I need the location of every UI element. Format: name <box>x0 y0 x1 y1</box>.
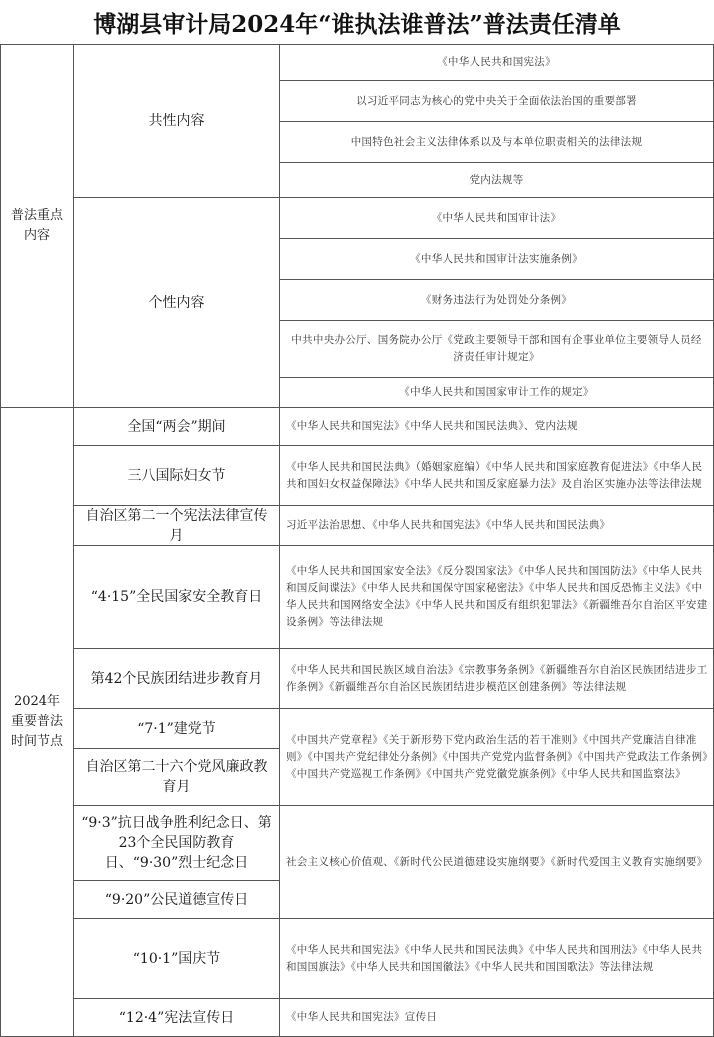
document-title: 博湖县审计局2024年“谁执法谁普法”普法责任清单 <box>93 10 621 38</box>
section-label-time-nodes: 2024年重要普法时间节点 <box>10 694 63 749</box>
time-node-content: 《中华人民共和国国家安全法》《反分裂国家法》《中华人民共和国国防法》《中华人民共和国反间谍法》《中华人民共和国保守国家秘密法》《中华人民共和国反恐怖主义法》《中华人民共和国网络安全法》《中华人民共和国反有组织犯罪法》《新疆维吾尔自治区平安建设条例》等法律法规 <box>286 565 708 628</box>
time-node-content: 《中华人民共和国宪法》宣传日 <box>286 1011 438 1023</box>
time-node-content: 《中华人民共和国宪法》《中华人民共和国民法典》、党内法规 <box>286 420 578 432</box>
category-common-label: 共性内容 <box>148 113 205 129</box>
time-node-content: 《中华人民共和国民法典》（婚姻家庭编）《中华人民共和国家庭教育促进法》《中华人民共和国妇女权益保障法》《中华人民共和国反家庭暴力法》及自治区实施办法等法律法规 <box>286 460 703 490</box>
common-item: 中国特色社会主义法律体系以及与本单位职责相关的法律法规 <box>350 135 643 148</box>
time-node-content: 社会主义核心价值观、《新时代公民道德建设实施纲要》《新时代爱国主义教育实施纲要》 <box>286 855 708 868</box>
specific-item: 《中华人民共和国审计法实施条例》 <box>410 252 583 265</box>
time-node-label: “4·15”全民国家安全教育日 <box>90 589 263 605</box>
time-node-label: 三八国际妇女节 <box>127 467 226 484</box>
specific-item: 中共中央办公厅、国务院办公厅《党政主要领导干部和国有企事业单位主要领导人员经济责任审计规定》 <box>291 334 702 363</box>
common-item: 《中华人民共和国宪法》 <box>437 56 556 68</box>
specific-item: 《中华人民共和国审计法》 <box>431 211 562 224</box>
time-node-label: “9·20”公民道德宣传日 <box>104 891 249 908</box>
time-node-label: 全国“两会”期间 <box>127 418 226 435</box>
time-node-label: 第42个民族团结进步教育月 <box>90 670 263 687</box>
time-node-content: 《中华人民共和国宪法》《中华人民共和国民法典》《中华人民共和国刑法》《中华人民共和国国旗法》《中华人民共和国国徽法》《中华人民共和国国歌法》等法律法规 <box>286 943 703 973</box>
time-node-content: 《中华人民共和国民族区域自治法》《宗教事务条例》《新疆维吾尔自治区民族团结进步工作条例》《新疆维吾尔自治区民族团结进步模范区创建条例》等法律法规 <box>286 663 708 693</box>
time-node-content: 《中国共产党章程》《关于新形势下党内政治生活的若干准则》《中国共产党廉洁自律准则》《中国共产党纪律处分条例》《中国共产党党内监督条例》《中国共产党政法工作条例》《中国共产党巡视工作条例》《中国共产党党徽党旗条例》《中华人民共和国监察法》 <box>286 733 708 780</box>
time-node-label: 自治区第二十六个党风廉政教育月 <box>85 759 268 795</box>
common-item: 以习近平同志为核心的党中央关于全面依法治国的重要部署 <box>356 94 637 107</box>
time-node-content: 习近平法治思想、《中华人民共和国宪法》《中华人民共和国民法典》 <box>286 519 611 531</box>
time-node-label: “12·4”宪法宣传日 <box>118 1009 235 1026</box>
section-label-content: 普法重点内容 <box>10 208 63 243</box>
time-node-label: 自治区第二一个宪法法律宣传月 <box>85 507 268 544</box>
time-node-label: “10·1”国庆节 <box>132 950 221 967</box>
time-node-label: “7·1”建党节 <box>137 720 216 737</box>
specific-item: 《中华人民共和国国家审计工作的规定》 <box>399 386 594 398</box>
common-item: 党内法规等 <box>469 173 524 186</box>
specific-item: 《财务违法行为处罚处分条例》 <box>420 293 573 306</box>
time-node-label: “9·3”抗日战争胜利纪念日、第23个全民国防教育日、“9·30”烈士纪念日 <box>81 815 272 871</box>
category-specific-label: 个性内容 <box>148 294 205 311</box>
